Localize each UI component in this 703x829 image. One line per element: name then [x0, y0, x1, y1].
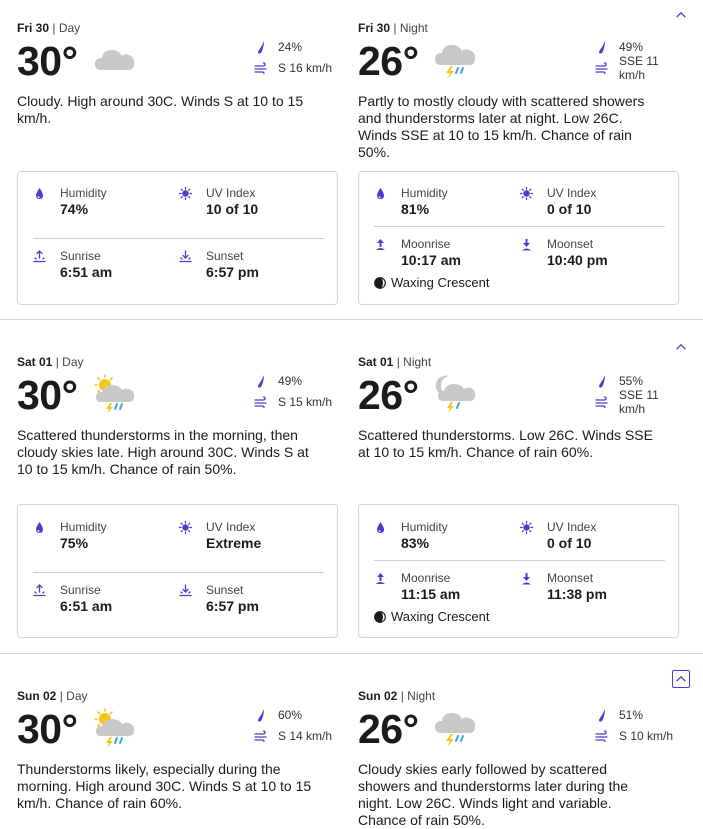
period-text: Night [407, 689, 436, 703]
rain-chance-icon [595, 708, 609, 722]
card-divider [33, 238, 324, 239]
sunrise-icon [33, 250, 46, 263]
waxing-crescent-icon [374, 277, 386, 289]
card-divider [33, 572, 324, 573]
date-text: Sat 01 [358, 355, 394, 369]
moonrise-cell [374, 236, 461, 269]
sunset-icon [179, 584, 192, 597]
humidity-cell [374, 185, 448, 218]
wind-value: S 10 km/h [619, 728, 674, 743]
sunrise-value: 6:51 am [60, 264, 113, 280]
date-text: Sat 01 [17, 355, 53, 369]
details-card [17, 171, 338, 305]
uv-label: UV Index [206, 186, 256, 200]
moonrise-label: Moonrise [401, 237, 451, 251]
thunderstorm-icon [434, 708, 478, 748]
sunset-value: 6:57 pm [206, 598, 259, 614]
humidity-label: Humidity [401, 520, 448, 534]
forecast-description: Cloudy. High around 30C. Winds S at 10 to 15 km/h. [17, 93, 304, 126]
sunrise-icon [33, 584, 46, 597]
moon-thunderstorm-icon [434, 374, 478, 414]
forecast-day-panel [17, 20, 347, 280]
moonrise-value: 10:17 am [401, 252, 461, 268]
wind-icon [254, 729, 268, 743]
sunset-label: Sunset [206, 583, 244, 597]
sunrise-label: Sunrise [60, 583, 101, 597]
waxing-crescent-icon [374, 611, 386, 623]
humidity-value: 74% [60, 201, 89, 217]
forecast-description: Cloudy skies early followed by scattered showers and thunderstorms later during the night. Low 26C. Winds light and variable. Chance of rain 50%. [358, 761, 629, 828]
moonset-label: Moonset [547, 571, 594, 585]
humidity-cell [33, 519, 107, 552]
sunset-value: 6:57 pm [206, 264, 259, 280]
uv-index-icon [520, 187, 533, 200]
temperature: 26° [358, 706, 419, 752]
moonrise-icon [374, 572, 387, 585]
forecast-night-panel [358, 354, 688, 624]
humidity-icon [374, 187, 387, 200]
uv-label: UV Index [547, 520, 597, 534]
forecast-description: Thunderstorms likely, especially during the morning. High around 30C. Winds S at 10 to 15 km/h. Chance of rain 60%. [17, 761, 312, 811]
period-label: Sat 01 | Night [358, 355, 432, 369]
precip-value: 55% [619, 373, 644, 388]
period-text: Day [66, 689, 88, 703]
collapse-chevron-icon[interactable] [672, 670, 690, 688]
moonset-icon [520, 238, 533, 251]
uv-index-icon [520, 521, 533, 534]
humidity-cell [374, 519, 448, 552]
uv-label: UV Index [206, 520, 256, 534]
precip-value: 49% [619, 39, 644, 54]
moon-phase [374, 609, 490, 624]
wind-icon [595, 395, 609, 409]
humidity-value: 81% [401, 201, 430, 217]
humidity-value: 75% [60, 535, 89, 551]
period-text: Night [399, 21, 428, 35]
wind-icon [254, 395, 268, 409]
moonset-value: 11:38 pm [547, 586, 607, 602]
precip-value: 60% [278, 707, 303, 722]
wind-icon [595, 729, 609, 743]
forecast-description: Scattered thunderstorms in the morning, then cloudy skies late. High around 30C. Winds S at 10 to 15 km/h. Chance of rain 50%. [17, 427, 309, 477]
uv-index-icon [179, 187, 192, 200]
uv-value: 10 of 10 [206, 201, 259, 217]
date-text: Sun 02 [358, 689, 398, 703]
forecast-day-panel [17, 354, 347, 614]
sunrise-label: Sunrise [60, 249, 101, 263]
rain-chance-icon [595, 374, 609, 388]
forecast-description: Partly to mostly cloudy with scattered showers and thunderstorms later at night. Low 26C. Winds SSE at 10 to 15 km/h. Chance of rain 50%. [358, 93, 645, 160]
sunrise-value: 6:51 am [60, 598, 113, 614]
period-text: Day [58, 21, 81, 35]
row-divider [0, 653, 703, 654]
period-label: Sun 02 | Day [17, 689, 88, 703]
wind-value: S 16 km/h [278, 60, 333, 75]
rain-chance-icon [254, 374, 268, 388]
sun-thunderstorm-icon [93, 708, 137, 748]
stats [595, 704, 679, 746]
forecast-night-panel [358, 20, 688, 290]
moonset-cell [520, 570, 607, 603]
period-label: Fri 30 | Day [17, 21, 81, 35]
period-text: Night [403, 355, 432, 369]
precip-value: 51% [619, 707, 644, 722]
uv-value: 0 of 10 [547, 201, 592, 217]
wind-icon [595, 61, 609, 75]
sunset-label: Sunset [206, 249, 244, 263]
uv-cell [520, 185, 596, 218]
period-label: Fri 30 | Night [358, 21, 428, 35]
uv-cell [179, 519, 261, 552]
moonrise-label: Moonrise [401, 571, 451, 585]
uv-index-icon [179, 521, 192, 534]
precip-value: 24% [278, 39, 303, 54]
forecast-day-panel [17, 688, 347, 812]
stats [254, 704, 338, 746]
collapse-chevron-icon[interactable] [673, 339, 689, 355]
moonset-cell [520, 236, 608, 269]
sunset-icon [179, 250, 192, 263]
forecast-night-panel [358, 688, 688, 829]
stats [254, 370, 338, 412]
sun-thunderstorm-icon [93, 374, 137, 414]
wind-icon [254, 61, 268, 75]
thunderstorm-icon [434, 40, 478, 80]
card-divider [374, 226, 665, 227]
details-card [17, 504, 338, 638]
moonrise-value: 11:15 am [401, 586, 461, 602]
moonset-icon [520, 572, 533, 585]
moonrise-cell [374, 570, 460, 603]
moon-phase-label: Waxing Crescent [391, 609, 490, 624]
moon-phase [374, 275, 490, 290]
humidity-label: Humidity [401, 186, 448, 200]
card-divider [374, 560, 665, 561]
temperature: 30° [17, 706, 78, 752]
moonset-label: Moonset [547, 237, 594, 251]
temperature: 30° [17, 38, 78, 84]
row-divider [0, 319, 703, 320]
details-card [358, 171, 679, 305]
rain-chance-icon [595, 40, 609, 54]
humidity-label: Humidity [60, 520, 107, 534]
sunrise-cell [33, 248, 112, 281]
wind-value: S 14 km/h [278, 728, 333, 743]
period-text: Day [62, 355, 84, 369]
humidity-label: Humidity [60, 186, 107, 200]
temperature: 30° [17, 372, 78, 418]
moonset-value: 10:40 pm [547, 252, 608, 268]
temperature: 26° [358, 38, 419, 84]
humidity-cell [33, 185, 107, 218]
cloudy-icon [93, 40, 137, 80]
precip-value: 49% [278, 373, 303, 388]
forecast-description: Scattered thunderstorms. Low 26C. Winds SSE at 10 to 15 km/h. Chance of rain 60%. [358, 427, 653, 460]
uv-cell [179, 185, 258, 218]
temperature: 26° [358, 372, 419, 418]
date-text: Fri 30 [358, 21, 391, 35]
rain-chance-icon [254, 708, 268, 722]
humidity-value: 83% [401, 535, 430, 551]
moonrise-icon [374, 238, 387, 251]
rain-chance-icon [254, 40, 268, 54]
date-text: Sun 02 [17, 689, 57, 703]
moon-phase-label: Waxing Crescent [391, 275, 490, 290]
uv-cell [520, 519, 596, 552]
stats [254, 36, 338, 78]
uv-value: 0 of 10 [547, 535, 592, 551]
date-text: Fri 30 [17, 21, 50, 35]
wind-value: SSE 11 km/h [619, 387, 659, 416]
sunrise-cell [33, 582, 112, 615]
uv-label: UV Index [547, 186, 597, 200]
humidity-icon [374, 521, 387, 534]
humidity-icon [33, 187, 46, 200]
period-label: Sat 01 | Day [17, 355, 84, 369]
period-label: Sun 02 | Night [358, 689, 436, 703]
uv-value: Extreme [206, 535, 262, 551]
stats [595, 36, 679, 82]
wind-value: S 15 km/h [278, 394, 333, 409]
humidity-icon [33, 521, 46, 534]
stats [595, 370, 679, 416]
details-card [358, 504, 679, 638]
sunset-cell [179, 582, 259, 615]
wind-value: SSE 11 km/h [619, 53, 659, 82]
sunset-cell [179, 248, 259, 281]
